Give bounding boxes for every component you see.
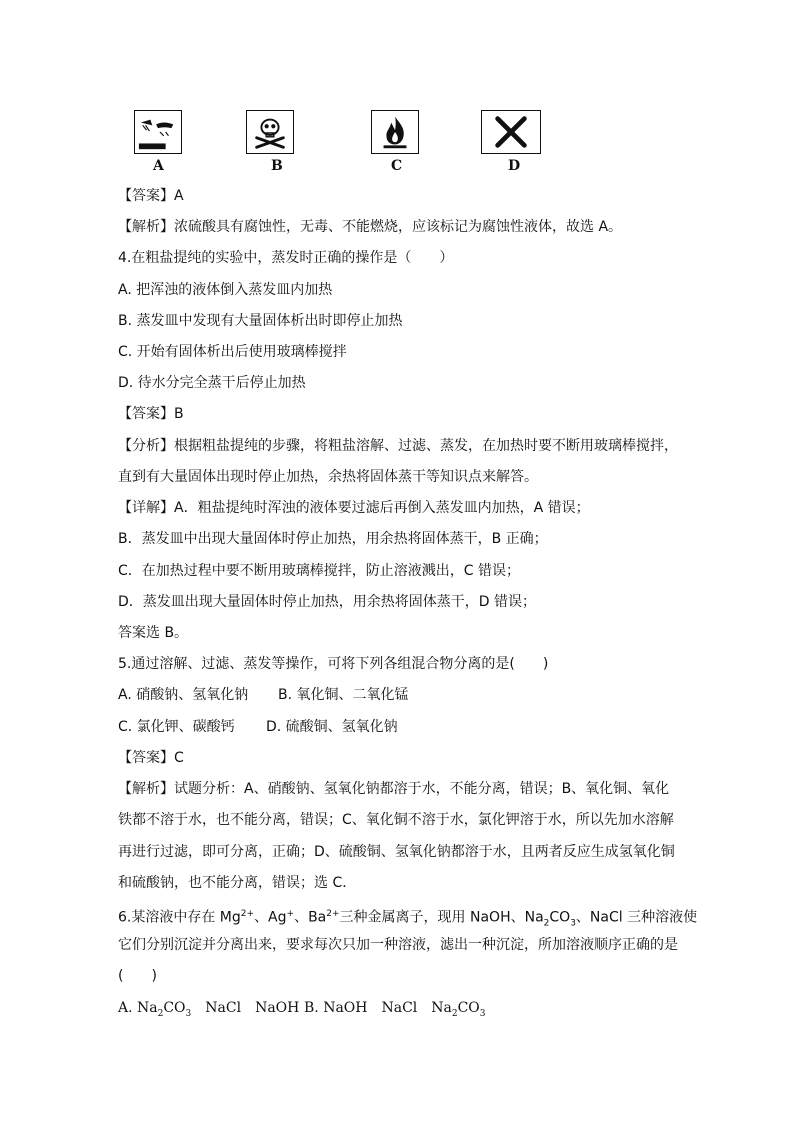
q4-option-c: C. 开始有固体析出后使用玻璃棒搅拌 <box>118 344 347 360</box>
q5-option-a: A. 硝酸钠、氢氧化钠 <box>118 687 249 703</box>
harmful-cross-symbol-icon <box>481 110 541 154</box>
q6-stem-part: 、Ag <box>254 909 287 926</box>
q4-option-b: B. 蒸发皿中发现有大量固体析出时即停止加热 <box>118 313 403 329</box>
q6-stem-line-2: 它们分别沉淀并分离出来，要求每次只加一种溶液，滤出一种沉淀，所加溶液顺序正确的是 <box>118 937 678 953</box>
symbol-label-c: C <box>391 158 403 174</box>
q5-analysis-line-2: 铁都不溶于水，也不能分离，错误；C、氧化铜不溶于水，氯化钾溶于水，所以先加水溶解 <box>118 812 674 828</box>
q4-detail-d: D．蒸发皿出现大量固体时停止加热，用余热将固体蒸干，D 错误； <box>118 594 537 610</box>
q4-analysis-line-1: 【分析】根据粗盐提纯的步骤，将粗盐溶解、过滤、蒸发，在加热时要不断用玻璃棒搅拌， <box>118 438 678 454</box>
q6-stem-part: 、NaCl 三种溶液使 <box>575 909 698 926</box>
q4-option-d: D. 待水分完全蒸干后停止加热 <box>118 375 306 391</box>
q6-stem-part: 6.某溶液中存在 Mg <box>118 909 241 926</box>
q3-analysis: 【解析】浓硫酸具有腐蚀性，无毒、不能燃烧，应该标记为腐蚀性液体，故选 A。 <box>118 219 623 235</box>
q4-answer: 【答案】B <box>118 406 184 422</box>
q6-option-part: CO <box>457 1000 480 1016</box>
subscript: 3 <box>479 1008 486 1019</box>
subscript: 2 <box>157 1008 164 1019</box>
q5-option-b: B. 氧化铜、二氧化锰 <box>278 687 409 703</box>
q3-answer: 【答案】A <box>118 188 184 204</box>
q6-stem-part: 、Ba <box>294 909 327 926</box>
symbol-label-b: B <box>271 158 283 174</box>
superscript: + <box>286 909 295 919</box>
q4-stem: 4.在粗盐提纯的实验中，蒸发时正确的操作是（ ） <box>118 250 454 266</box>
q6-option-part: CO <box>163 1000 186 1016</box>
q6-option-part: A. Na <box>118 1000 158 1016</box>
q6-stem-line-3: ( ) <box>118 968 157 984</box>
q5-option-c: C. 氯化钾、碳酸钙 <box>118 719 235 735</box>
subscript: 3 <box>185 1008 192 1019</box>
superscript: 2+ <box>240 909 255 919</box>
flammable-flame-symbol-icon <box>371 110 419 154</box>
q4-detail-b: B．蒸发皿中出现大量固体时停止加热，用余热将固体蒸干，B 正确； <box>118 531 548 547</box>
q5-analysis-line-3: 再进行过滤，即可分离，正确；D、硫酸铜、氢氧化钠都溶于水，且两者反应生成氢氧化铜 <box>118 844 675 860</box>
q6-option-part: B. NaOH NaCl Na <box>304 1000 452 1016</box>
q6-stem-part: CO <box>549 909 571 926</box>
q5-analysis-line-4: 和硫酸钠，也不能分离，错误；选 C． <box>118 875 357 891</box>
q6-option-a <box>118 998 299 1024</box>
q4-detail-c: C．在加热过程中要不断用玻璃棒搅拌，防止溶液溅出，C 错误； <box>118 563 520 579</box>
q6-option-b <box>304 998 486 1024</box>
q4-option-a: A. 把浑浊的液体倒入蒸发皿内加热 <box>118 282 333 298</box>
q4-detail-a: 【详解】A．粗盐提纯时浑浊的液体要过滤后再倒入蒸发皿内加热，A 错误； <box>118 500 590 516</box>
q5-stem: 5.通过溶解、过滤、蒸发等操作，可将下列各组混合物分离的是( ) <box>118 656 549 672</box>
symbol-label-d: D <box>508 158 521 174</box>
subscript: 3 <box>570 918 576 929</box>
q4-analysis-line-2: 直到有大量固体出现时停止加热，余热将固体蒸干等知识点来解答。 <box>118 469 538 485</box>
subscript: 2 <box>543 918 550 929</box>
q6-stem-line-1 <box>118 904 697 933</box>
q5-option-d: D. 硫酸铜、氢氧化钠 <box>266 719 398 735</box>
q4-conclusion: 答案选 B。 <box>118 625 189 641</box>
q6-option-part: NaCl NaOH <box>191 1000 300 1016</box>
corrosive-symbol-icon <box>134 110 182 154</box>
superscript: 2+ <box>326 909 340 919</box>
subscript: 2 <box>451 1008 458 1019</box>
q5-analysis-line-1: 【解析】试题分析：A、硝酸钠、氢氧化钠都溶于水，不能分离，错误；B、氧化铜、氧化 <box>118 781 670 797</box>
q6-stem-part: 三种金属离子，现用 NaOH、Na <box>339 909 544 926</box>
symbol-label-a: A <box>153 158 164 174</box>
toxic-skull-symbol-icon <box>246 110 294 154</box>
q5-answer: 【答案】C <box>118 750 184 766</box>
